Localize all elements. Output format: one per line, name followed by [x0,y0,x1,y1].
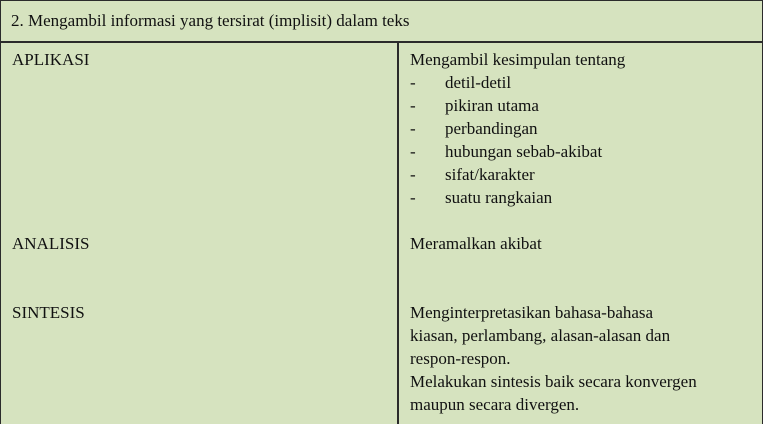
list-item [410,71,760,94]
list-item-text: detil-detil [445,73,512,92]
row-content-analisis [410,232,760,255]
sintesis-line: respon-respon. [410,349,511,368]
list-item [410,140,760,163]
row-content-sintesis [410,301,760,416]
column-divider [397,43,399,424]
list-item [410,94,760,117]
row-content-aplikasi [410,48,760,209]
list-item-text: pikiran utama [445,96,539,115]
dash-marker: - [410,142,416,161]
sintesis-line: Melakukan sintesis baik secara konvergen [410,372,697,391]
list-item [410,186,760,209]
list-item-text: hubungan sebab-akibat [445,142,603,161]
row-label-analisis: ANALISIS [12,234,90,253]
table-header [1,1,762,43]
dash-marker: - [410,96,416,115]
sintesis-line: Menginterpretasikan bahasa-bahasa [410,303,654,322]
list-item [410,117,760,140]
list-item-text: perbandingan [445,119,538,138]
list-item-text: sifat/karakter [445,165,535,184]
row-label-sintesis: SINTESIS [12,303,85,322]
aplikasi-bullet-list [410,71,760,209]
sintesis-line: maupun secara divergen. [410,395,580,414]
table-title: 2. Mengambil informasi yang tersirat (implisit) dalam teks [11,11,410,30]
dash-marker: - [410,73,416,92]
table-body [1,43,762,424]
dash-marker: - [410,119,416,138]
row-label-aplikasi: APLIKASI [12,50,90,69]
list-item [410,163,760,186]
sintesis-line: kiasan, perlambang, alasan-alasan dan [410,326,671,345]
list-item-text: suatu rangkaian [445,188,553,207]
dash-marker: - [410,188,416,207]
dash-marker: - [410,165,416,184]
aplikasi-intro: Mengambil kesimpulan tentang [410,50,626,69]
analisis-line: Meramalkan akibat [410,234,542,253]
